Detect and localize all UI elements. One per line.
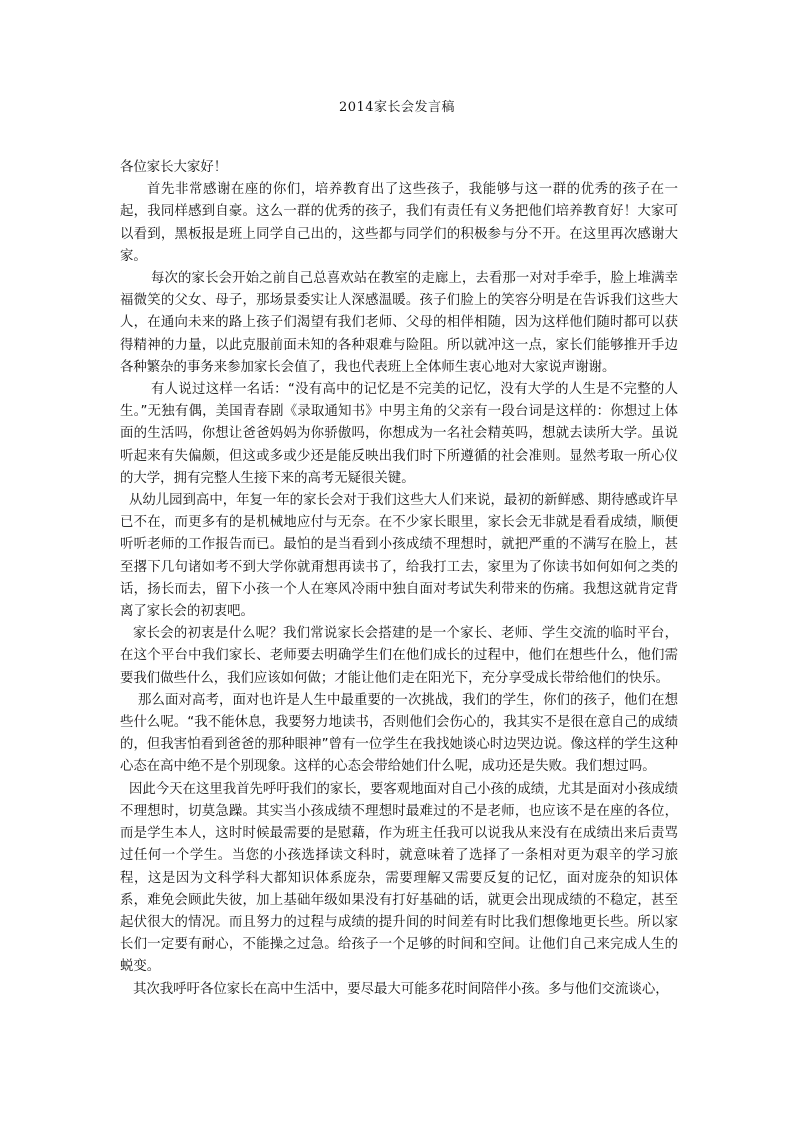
paragraph-5: 家长会的初衷是什么呢？我们常说家长会搭建的是一个家长、老师、学生交流的临时平台，在这个平台中我们家长、老师要去明确学生们在他们成长的过程中，他们在想些什么，他们需要我们做些什么，我们应该如何做；才能让他们走在阳光下，充分享受成长带给他们的快乐。 xyxy=(120,626,678,686)
document-body xyxy=(120,157,678,1001)
paragraph-2: 每次的家长会开始之前自己总喜欢站在教室的走廊上，去看那一对对手牵手，脸上堆满幸福微笑的父女、母子，那场景委实让人深感温暖。孩子们脸上的笑容分明是在告诉我们这些大人，在通向未来的路上孩子们渴望有我们老师、父母的相伴相随，因为这样他们随时都可以获得精神的力量，以此克服前面未知的各种艰难与险阻。所以就冲这一点，家长们能够推开手边各种繁杂的事务来参加家长会值了，我也代表班上全体师生衷心地对大家说声谢谢。 xyxy=(120,271,678,375)
paragraph-8: 其次我呼吁各位家长在高中生活中，要尽最大可能多花时间陪伴小孩。多与他们交流谈心， xyxy=(133,981,669,997)
greeting: 各位家长大家好！ xyxy=(120,160,228,175)
document-title: 2014家长会发言稿 xyxy=(338,100,456,115)
paragraph-1: 首先非常感谢在座的你们，培养教育出了这些孩子，我能够与这一群的优秀的孩子在一起，我同样感到自豪。这么一群的优秀的孩子，我们有责任有义务把他们培养教育好！大家可以看到，黑板报是班上同学自己出的，这些都与同学们的积极参与分不开。在这里再次感谢大家。 xyxy=(120,182,678,264)
paragraph-7: 因此今天在这里我首先呼吁我们的家长，要客观地面对自己小孩的成绩，尤其是面对小孩成绩不理想时，切莫急躁。其实当小孩成绩不理想时最难过的不是老师，也应该不是在座的各位，而是学生本人，这时时候最需要的是慰藉，作为班主任我可以说我从来没有在成绩出来后责骂过任何一个学生。当您的小孩选择读文科时，就意味着了选择了一条相对更为艰辛的学习旅程，这是因为文科学科大都知识体系庞杂，需要理解又需要反复的记忆，面对庞杂的知识体系，难免会顾此失彼，加上基础年级如果没有打好基础的话，就更会出现成绩的不稳定，甚至起伏很大的情况。而且努力的过程与成绩的提升间的时间差有时比我们想像地更长些。所以家长们一定要有耐心，不能操之过急。给孩子一个足够的时间和空间。让他们自己来完成人生的蜕变。 xyxy=(120,781,679,975)
paragraph-6: 那么面对高考，面对也许是人生中最重要的一次挑战，我们的学生，你们的孩子，他们在想些什么呢。“我不能休息，我要努力地读书，否则他们会伤心的，我其实不是很在意自己的成绩的，但我害怕看到爸爸的那种眼神”曾有一位学生在我找她谈心时边哭边说。像这样的学生这种心态在高中绝不是个别现象。这样的心态会带给她们什么呢，成功还是失败。我们想过吗。 xyxy=(120,692,678,775)
paragraph-3: 有人说过这样一名话：“没有高中的记忆是不完美的记忆，没有大学的人生是不完整的人生。”无独有偶，美国青春剧《录取通知书》中男主角的父亲有一段台词是这样的：你想过上体面的生活吗，你想让爸爸妈妈为你骄傲吗，你想成为一名社会精英吗，想就去读所大学。虽说听起来有失偏颇，但这或多或少还是能反映出我们时下所遵循的社会准则。显然考取一所心仪的大学，拥有完整人生接下来的高考无疑很关键。 xyxy=(120,382,678,486)
paragraph-4: 从幼儿园到高中，年复一年的家长会对于我们这些大人们来说，最初的新鲜感、期待感或许早已不在，而更多有的是机械地应付与无奈。在不少家长眼里，家长会无非就是看看成绩，顺便听听老师的工作报告而已。最怕的是当看到小孩成绩不理想时，就把严重的不满写在脸上，甚至撂下几句诸如考不到大学你就甭想再读书了，给我打工去，家里为了你读书如何如何之类的话，扬长而去，留下小孩一个人在寒风冷雨中独自面对考试失利带来的伤痛。我想这就肯定背离了家长会的初衷吧。 xyxy=(120,493,679,620)
